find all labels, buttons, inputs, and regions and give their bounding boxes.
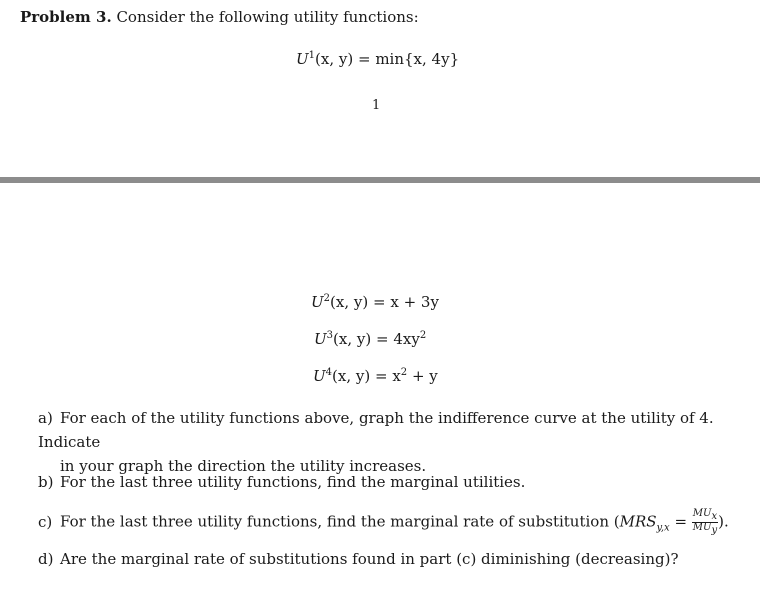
u2-rhs: = x + 3y xyxy=(373,293,439,311)
u1-name: U xyxy=(296,50,309,68)
frac-num: MU xyxy=(692,508,712,519)
part-b-text: For the last three utility functions, find the marginal utilities. xyxy=(60,473,526,491)
part-a-line1: For each of the utility functions above, graph the indifference curve at the utility of 4. Indicate xyxy=(38,409,714,451)
frac-num-sub: x xyxy=(711,511,718,522)
u2-sup: 2 xyxy=(323,293,331,304)
part-b xyxy=(38,470,525,494)
u3-rhs: = 4xy xyxy=(376,330,420,348)
frac-den-sub: y xyxy=(711,525,718,536)
u3-args: (x, y) xyxy=(333,330,372,348)
part-c-close: ). xyxy=(718,512,729,531)
u1-sup: 1 xyxy=(308,50,316,61)
part-a-label: a) xyxy=(38,409,53,427)
part-a-line2: in your graph the direction the utility increases. xyxy=(60,457,427,475)
page-number: 1 xyxy=(372,98,381,113)
problem-label: Problem 3. xyxy=(20,8,112,26)
equation-u2 xyxy=(311,293,439,311)
u2-args: (x, y) xyxy=(330,293,369,311)
u2-name: U xyxy=(311,293,324,311)
part-d-label: d) xyxy=(38,550,54,568)
u3-rhs-sup: 2 xyxy=(419,330,427,341)
u4-args: (x, y) xyxy=(332,367,371,385)
u4-rhs-sup: 2 xyxy=(400,367,408,378)
u4-rhs-post: + y xyxy=(411,367,438,385)
problem-intro: Consider the following utility functions: xyxy=(116,8,419,26)
u1-rhs: = min{x, 4y} xyxy=(358,50,460,68)
part-d xyxy=(38,547,679,571)
part-c-label: c) xyxy=(38,512,53,531)
part-a xyxy=(38,406,738,478)
part-c-equals: = xyxy=(669,512,692,531)
u4-rhs-pre: = x xyxy=(375,367,401,385)
part-c-mrs: MRS xyxy=(619,512,657,531)
equation-u1 xyxy=(296,50,459,68)
u3-name: U xyxy=(314,330,327,348)
u4-sup: 4 xyxy=(325,367,333,378)
problem-heading xyxy=(20,8,419,26)
u3-sup: 3 xyxy=(326,330,334,341)
mu-fraction xyxy=(692,509,718,536)
part-c xyxy=(38,509,729,541)
part-b-label: b) xyxy=(38,473,54,491)
part-c-mrs-sub: y,x xyxy=(656,522,670,534)
equation-u4 xyxy=(313,367,438,385)
frac-den: MU xyxy=(692,522,712,533)
equation-u3 xyxy=(314,330,426,348)
part-d-text: Are the marginal rate of substitutions found in part (c) diminishing (decreasing)? xyxy=(60,550,679,568)
page-break-divider xyxy=(0,177,760,183)
u1-args: (x, y) xyxy=(315,50,354,68)
u4-name: U xyxy=(313,367,326,385)
part-c-text: For the last three utility functions, find the marginal rate of substitution ( xyxy=(60,512,620,531)
